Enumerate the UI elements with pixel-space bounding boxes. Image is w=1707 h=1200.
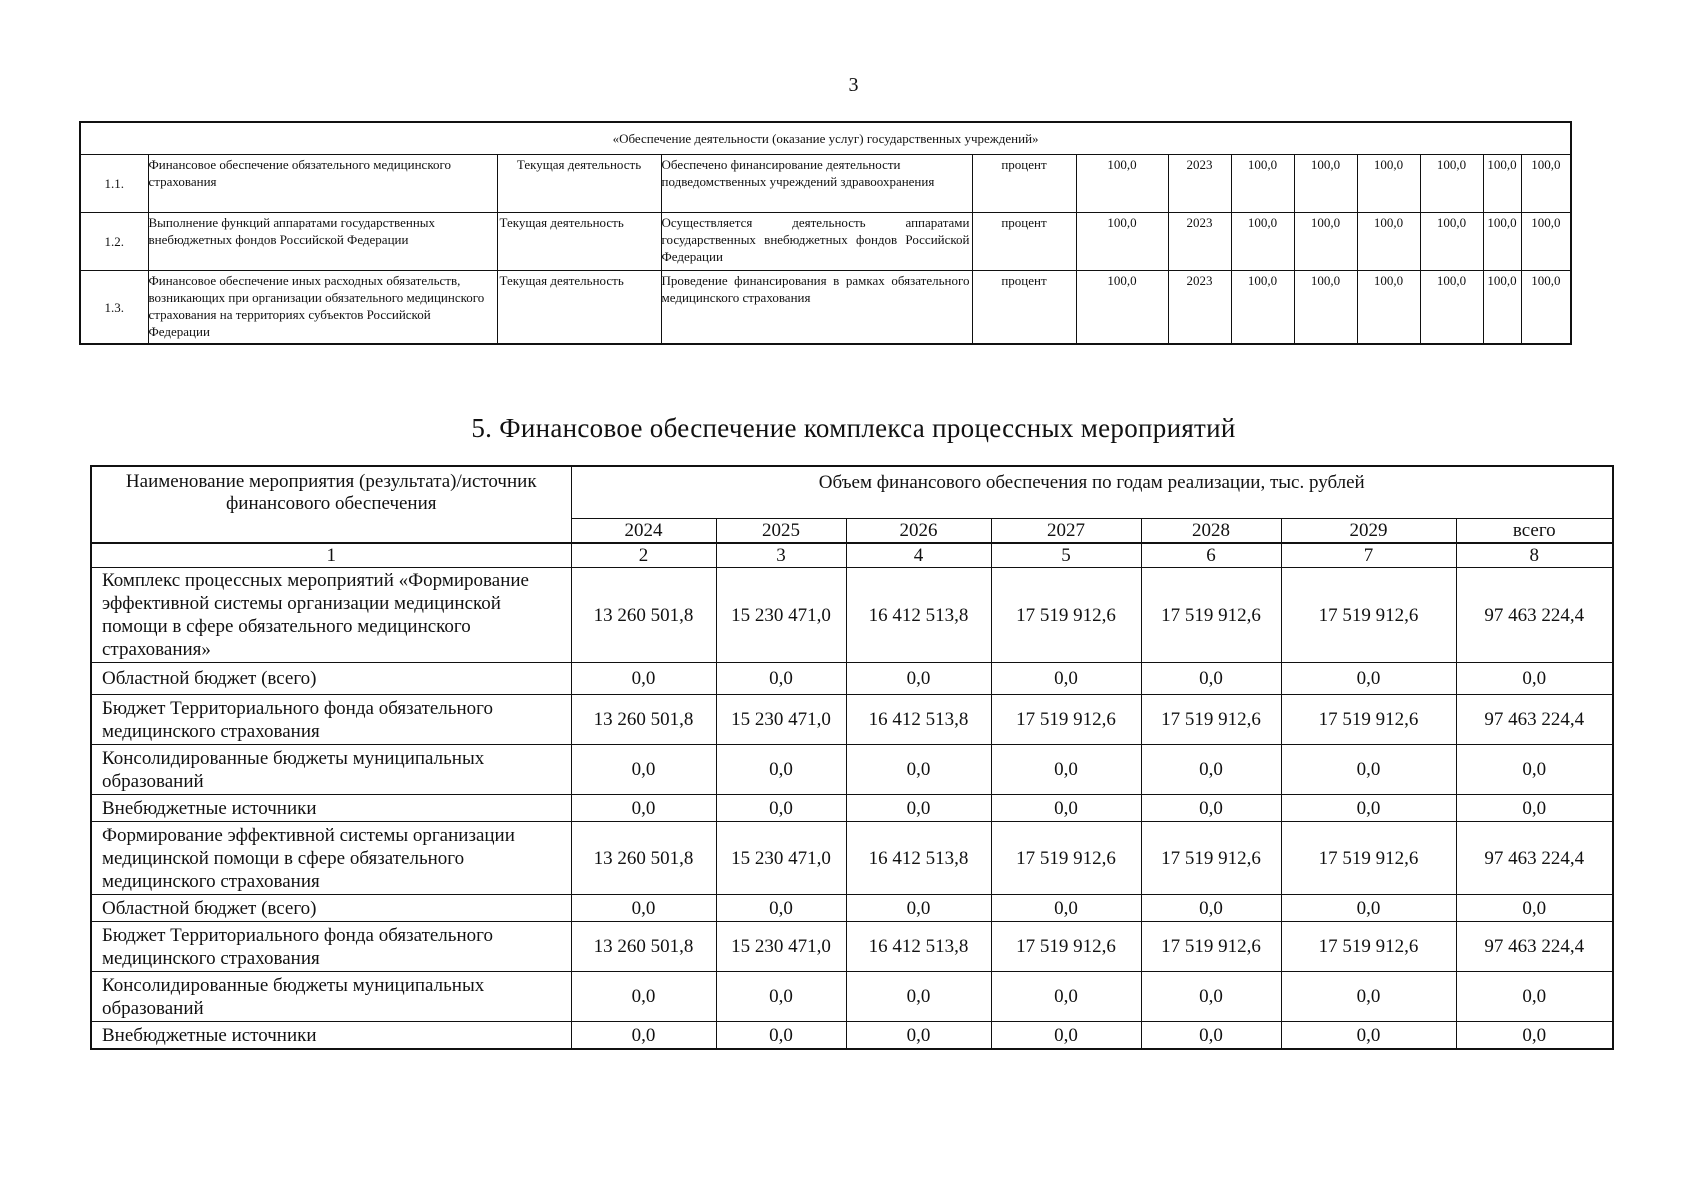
year-header: 2025 xyxy=(716,519,846,544)
year-amount: 17 519 912,6 xyxy=(1141,568,1281,663)
base-year: 2023 xyxy=(1168,213,1231,271)
column-number: 4 xyxy=(846,543,991,568)
year-amount: 0,0 xyxy=(1141,663,1281,695)
total-header: всего xyxy=(1456,519,1613,544)
year-amount: 15 230 471,0 xyxy=(716,822,846,895)
table-row xyxy=(91,745,1613,795)
table-row xyxy=(91,972,1613,1022)
table-row xyxy=(91,568,1613,663)
year-amount: 17 519 912,6 xyxy=(991,922,1141,972)
activity-result: Проведение финансирования в рамках обязательного медицинского страхования xyxy=(661,271,972,345)
activity-result: Обеспечено финансирование деятельности подведомственных учреждений здравоохранения xyxy=(661,155,972,213)
year-amount: 0,0 xyxy=(1281,1022,1456,1050)
table-row xyxy=(80,213,1571,271)
year-value: 100,0 xyxy=(1521,155,1571,213)
year-amount: 0,0 xyxy=(991,1022,1141,1050)
total-value: 97 463 224,4 xyxy=(1456,922,1613,972)
year-value: 100,0 xyxy=(1420,213,1483,271)
unit: процент xyxy=(972,155,1076,213)
activity-type: Текущая деятельность xyxy=(497,271,661,345)
column-number: 6 xyxy=(1141,543,1281,568)
year-value: 100,0 xyxy=(1231,271,1294,345)
total-value: 0,0 xyxy=(1456,745,1613,795)
name-column-header xyxy=(91,466,571,543)
funding-source-name: Формирование эффективной системы организации медицинской помощи в сфере обязательного медицинского страхования xyxy=(91,822,571,895)
base-value: 100,0 xyxy=(1076,155,1168,213)
total-value: 0,0 xyxy=(1456,972,1613,1022)
year-amount: 15 230 471,0 xyxy=(716,568,846,663)
year-amount: 15 230 471,0 xyxy=(716,922,846,972)
year-amount: 0,0 xyxy=(1281,895,1456,922)
year-amount: 0,0 xyxy=(716,663,846,695)
year-amount: 0,0 xyxy=(571,895,716,922)
base-value: 100,0 xyxy=(1076,271,1168,345)
year-amount: 0,0 xyxy=(571,663,716,695)
table-row xyxy=(91,663,1613,695)
year-amount: 0,0 xyxy=(571,972,716,1022)
year-header: 2026 xyxy=(846,519,991,544)
year-amount: 0,0 xyxy=(991,663,1141,695)
year-value: 100,0 xyxy=(1294,155,1357,213)
unit: процент xyxy=(972,213,1076,271)
row-number: 1.2. xyxy=(80,213,148,271)
year-amount: 0,0 xyxy=(1281,745,1456,795)
activity-type: Текущая деятельность xyxy=(497,155,661,213)
total-value: 97 463 224,4 xyxy=(1456,568,1613,663)
year-amount: 0,0 xyxy=(716,795,846,822)
activity-result: Осуществляется деятельность аппаратами государственных внебюджетных фондов Российской Федерации xyxy=(661,213,972,271)
year-amount: 13 260 501,8 xyxy=(571,695,716,745)
financing-table-body xyxy=(91,568,1613,1050)
year-amount: 0,0 xyxy=(846,663,991,695)
table-row xyxy=(80,271,1571,345)
year-amount: 0,0 xyxy=(571,795,716,822)
year-amount: 0,0 xyxy=(991,972,1141,1022)
year-value: 100,0 xyxy=(1420,271,1483,345)
funding-source-name: Консолидированные бюджеты муниципальных образований xyxy=(91,745,571,795)
table-row xyxy=(91,695,1613,745)
year-amount: 0,0 xyxy=(846,895,991,922)
year-value: 100,0 xyxy=(1483,213,1521,271)
funding-source-name: Бюджет Территориального фонда обязательного медицинского страхования xyxy=(91,695,571,745)
year-value: 100,0 xyxy=(1483,155,1521,213)
year-amount: 17 519 912,6 xyxy=(1141,822,1281,895)
page-number: 3 xyxy=(848,74,859,96)
year-amount: 13 260 501,8 xyxy=(571,822,716,895)
year-value: 100,0 xyxy=(1521,271,1571,345)
activity-name: Выполнение функций аппаратами государственных внебюджетных фондов Российской Федерации xyxy=(148,213,497,271)
table-row xyxy=(91,922,1613,972)
year-amount: 0,0 xyxy=(1141,895,1281,922)
year-amount: 0,0 xyxy=(846,972,991,1022)
table-row xyxy=(91,795,1613,822)
year-value: 100,0 xyxy=(1357,213,1420,271)
year-value: 100,0 xyxy=(1231,155,1294,213)
year-value: 100,0 xyxy=(1521,213,1571,271)
year-amount: 0,0 xyxy=(716,972,846,1022)
year-amount: 0,0 xyxy=(1141,972,1281,1022)
name-column-header-text: Наименование мероприятия (результата)/источник финансового обеспечения xyxy=(125,471,537,514)
year-value: 100,0 xyxy=(1483,271,1521,345)
table-row xyxy=(91,1022,1613,1050)
column-number: 8 xyxy=(1456,543,1613,568)
base-year: 2023 xyxy=(1168,155,1231,213)
year-value: 100,0 xyxy=(1420,155,1483,213)
activity-name: Финансовое обеспечение обязательного медицинского страхования xyxy=(148,155,497,213)
year-amount: 0,0 xyxy=(716,1022,846,1050)
year-amount: 15 230 471,0 xyxy=(716,695,846,745)
base-year: 2023 xyxy=(1168,271,1231,345)
year-amount: 0,0 xyxy=(571,1022,716,1050)
financing-table xyxy=(90,465,1614,1050)
year-value: 100,0 xyxy=(1357,271,1420,345)
funding-source-name: Бюджет Территориального фонда обязательного медицинского страхования xyxy=(91,922,571,972)
year-amount: 17 519 912,6 xyxy=(1281,695,1456,745)
year-amount: 16 412 513,8 xyxy=(846,822,991,895)
year-amount: 17 519 912,6 xyxy=(1141,922,1281,972)
year-amount: 16 412 513,8 xyxy=(846,568,991,663)
activities-table xyxy=(79,121,1572,345)
year-amount: 13 260 501,8 xyxy=(571,922,716,972)
year-amount: 0,0 xyxy=(991,895,1141,922)
funding-source-name: Внебюджетные источники xyxy=(91,795,571,822)
funding-source-name: Комплекс процессных мероприятий «Формирование эффективной системы организации медицинской помощи в сфере обязательного медицинского страхования» xyxy=(91,568,571,663)
year-value: 100,0 xyxy=(1294,213,1357,271)
table-row xyxy=(91,822,1613,895)
year-amount: 0,0 xyxy=(716,745,846,795)
year-amount: 0,0 xyxy=(991,745,1141,795)
year-amount: 17 519 912,6 xyxy=(1281,922,1456,972)
year-header: 2029 xyxy=(1281,519,1456,544)
table-row xyxy=(80,155,1571,213)
year-amount: 17 519 912,6 xyxy=(991,695,1141,745)
base-value: 100,0 xyxy=(1076,213,1168,271)
year-amount: 13 260 501,8 xyxy=(571,568,716,663)
year-amount: 17 519 912,6 xyxy=(991,822,1141,895)
year-amount: 0,0 xyxy=(846,795,991,822)
funding-source-name: Областной бюджет (всего) xyxy=(91,663,571,695)
year-amount: 16 412 513,8 xyxy=(846,695,991,745)
year-amount: 17 519 912,6 xyxy=(1141,695,1281,745)
year-value: 100,0 xyxy=(1294,271,1357,345)
activity-name: Финансовое обеспечение иных расходных обязательств, возникающих при организации обязательного медицинского страхования на территориях субъектов Российской Федерации xyxy=(148,271,497,345)
total-value: 0,0 xyxy=(1456,1022,1613,1050)
total-value: 97 463 224,4 xyxy=(1456,822,1613,895)
year-value: 100,0 xyxy=(1231,213,1294,271)
year-amount: 0,0 xyxy=(1281,972,1456,1022)
year-value: 100,0 xyxy=(1357,155,1420,213)
year-amount: 0,0 xyxy=(991,795,1141,822)
year-header: 2024 xyxy=(571,519,716,544)
total-value: 0,0 xyxy=(1456,795,1613,822)
total-value: 0,0 xyxy=(1456,663,1613,695)
total-value: 0,0 xyxy=(1456,895,1613,922)
activities-table-header: «Обеспечение деятельности (оказание услуг) государственных учреждений» xyxy=(80,122,1571,155)
volume-column-header: Объем финансового обеспечения по годам реализации, тыс. рублей xyxy=(571,466,1613,519)
column-number: 3 xyxy=(716,543,846,568)
activity-type: Текущая деятельность xyxy=(497,213,661,271)
year-amount: 16 412 513,8 xyxy=(846,922,991,972)
year-amount: 0,0 xyxy=(1141,795,1281,822)
year-amount: 0,0 xyxy=(1141,745,1281,795)
year-amount: 0,0 xyxy=(716,895,846,922)
total-value: 97 463 224,4 xyxy=(1456,695,1613,745)
year-amount: 0,0 xyxy=(571,745,716,795)
year-header: 2028 xyxy=(1141,519,1281,544)
year-header: 2027 xyxy=(991,519,1141,544)
row-number: 1.1. xyxy=(80,155,148,213)
table-row xyxy=(91,895,1613,922)
column-number: 1 xyxy=(91,543,571,568)
column-number: 5 xyxy=(991,543,1141,568)
funding-source-name: Областной бюджет (всего) xyxy=(91,895,571,922)
column-number: 7 xyxy=(1281,543,1456,568)
section-title: 5. Финансовое обеспечение комплекса процессных мероприятий xyxy=(471,413,1236,443)
column-number: 2 xyxy=(571,543,716,568)
year-amount: 0,0 xyxy=(1281,795,1456,822)
year-amount: 0,0 xyxy=(1141,1022,1281,1050)
row-number: 1.3. xyxy=(80,271,148,345)
unit: процент xyxy=(972,271,1076,345)
year-amount: 17 519 912,6 xyxy=(1281,822,1456,895)
funding-source-name: Консолидированные бюджеты муниципальных образований xyxy=(91,972,571,1022)
year-amount: 0,0 xyxy=(1281,663,1456,695)
year-amount: 17 519 912,6 xyxy=(1281,568,1456,663)
year-amount: 17 519 912,6 xyxy=(991,568,1141,663)
funding-source-name: Внебюджетные источники xyxy=(91,1022,571,1050)
year-amount: 0,0 xyxy=(846,1022,991,1050)
year-amount: 0,0 xyxy=(846,745,991,795)
